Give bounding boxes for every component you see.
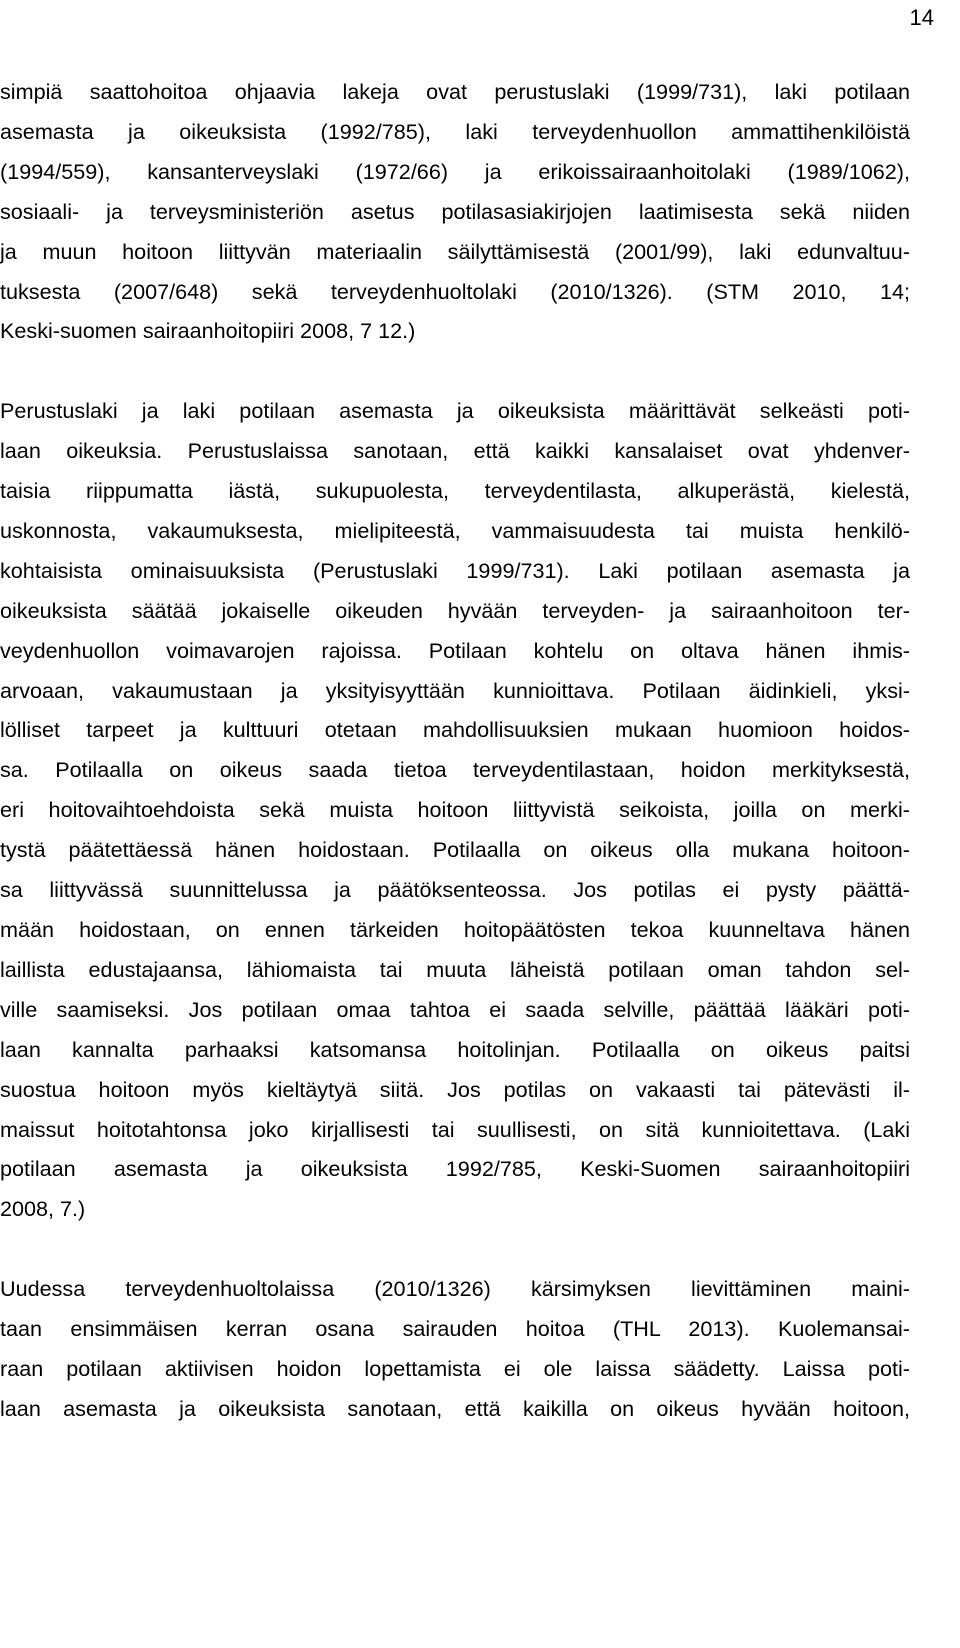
- text-line: potilaan asemasta ja oikeuksista 1992/785, Keski-Suomen sairaanhoitopiiri: [0, 1156, 910, 1182]
- text-line: laan kannalta parhaaksi katsomansa hoitolinjan. Potilaalla on oikeus paitsi: [0, 1036, 910, 1062]
- text-line: eri hoitovaihtoehdoista sekä muista hoitoon liittyvistä seikoista, joilla on merki-: [0, 797, 910, 823]
- text-line: Keski-suomen sairaanhoitopiiri 2008, 7 12.): [0, 318, 416, 344]
- text-line: 2008, 7.): [0, 1196, 86, 1222]
- text-line: suostua hoitoon myös kieltäytyä siitä. Jos potilas on vakaasti tai pätevästi il-: [0, 1076, 910, 1102]
- text-line: (1994/559), kansanterveyslaki (1972/66) ja erikoissairaanhoitolaki (1989/1062),: [0, 158, 910, 184]
- text-line: laillista edustajaansa, lähiomaista tai muuta läheistä potilaan oman tahdon sel-: [0, 956, 910, 982]
- text-line: simpiä saattohoitoa ohjaavia lakeja ovat perustuslaki (1999/731), laki potilaan: [0, 79, 910, 104]
- text-line: sa. Potilaalla on oikeus saada tietoa terveydentilastaan, hoidon merkityksestä,: [0, 757, 910, 783]
- text-line: arvoaan, vakaumustaan ja yksityisyyttään kunnioittava. Potilaan äidinkieli, yksi-: [0, 677, 910, 703]
- text-line: veydenhuollon voimavarojen rajoissa. Potilaan kohtelu on oltava hänen ihmis-: [0, 637, 910, 663]
- paragraph-legislation-list: [0, 72, 910, 351]
- text-line: raan potilaan aktiivisen hoidon lopettamista ei ole laissa säädetty. Laissa poti-: [0, 1355, 910, 1381]
- text-line: asemasta ja oikeuksista (1992/785), laki terveydenhuollon ammattihenkilöistä: [0, 118, 910, 144]
- paragraph-gap: [0, 1229, 910, 1269]
- text-line: Uudessa terveydenhuoltolaissa (2010/1326) kärsimyksen lievittäminen maini-: [0, 1276, 910, 1302]
- body-text: [0, 72, 910, 1429]
- paragraph-gap: [0, 351, 910, 391]
- text-line: ville saamiseksi. Jos potilaan omaa tahtoa ei saada selville, päättää lääkäri poti-: [0, 996, 910, 1022]
- text-line: Perustuslaki ja laki potilaan asemasta ja oikeuksista määrittävät selkeästi poti-: [0, 398, 910, 424]
- paragraph-health-care-act: [0, 1269, 910, 1429]
- paragraph-patient-rights: [0, 391, 910, 1229]
- text-line: sosiaali- ja terveysministeriön asetus potilasasiakirjojen laatimisesta sekä niiden: [0, 198, 910, 224]
- text-line: laan oikeuksia. Perustuslaissa sanotaan, että kaikki kansalaiset ovat yhdenver-: [0, 438, 910, 464]
- text-line: tystä päätettäessä hänen hoidostaan. Potilaalla on oikeus olla mukana hoitoon-: [0, 837, 910, 863]
- text-line: lölliset tarpeet ja kulttuuri otetaan mahdollisuuksien mukaan huomioon hoidos-: [0, 717, 910, 743]
- text-line: tuksesta (2007/648) sekä terveydenhuoltolaki (2010/1326). (STM 2010, 14;: [0, 278, 910, 304]
- text-line: mään hoidostaan, on ennen tärkeiden hoitopäätösten tekoa kuunneltava hänen: [0, 917, 910, 943]
- text-line: oikeuksista säätää jokaiselle oikeuden hyvään terveyden- ja sairaanhoitoon ter-: [0, 597, 910, 623]
- text-line: uskonnosta, vakaumuksesta, mielipiteestä, vammaisuudesta tai muista henkilö-: [0, 517, 910, 543]
- text-line: taan ensimmäisen kerran osana sairauden hoitoa (THL 2013). Kuolemansai-: [0, 1316, 910, 1342]
- text-line: taisia riippumatta iästä, sukupuolesta, terveydentilasta, alkuperästä, kielestä,: [0, 478, 910, 504]
- page-number: 14: [909, 5, 934, 30]
- text-line: sa liittyvässä suunnittelussa ja päätöksenteossa. Jos potilas ei pysty päättä-: [0, 877, 910, 903]
- text-line: laan asemasta ja oikeuksista sanotaan, että kaikilla on oikeus hyvään hoitoon,: [0, 1395, 910, 1421]
- text-line: maissut hoitotahtonsa joko kirjallisesti tai suullisesti, on sitä kunnioitettava. (Laki: [0, 1116, 910, 1142]
- text-line: kohtaisista ominaisuuksista (Perustuslaki 1999/731). Laki potilaan asemasta ja: [0, 557, 910, 583]
- text-line: ja muun hoitoon liittyvän materiaalin säilyttämisestä (2001/99), laki edunvaltuu-: [0, 238, 910, 264]
